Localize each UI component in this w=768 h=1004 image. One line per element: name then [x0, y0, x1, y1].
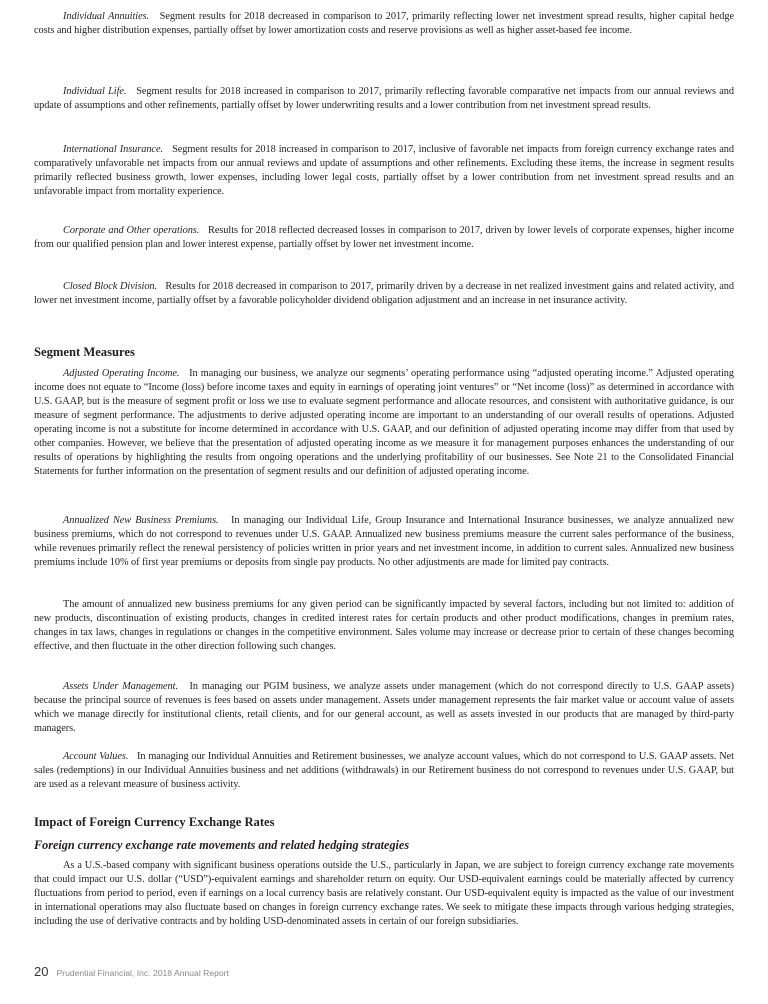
paragraph-text: As a U.S.-based company with significant business operations outside the U.S., particularly in Japan, we are subject to foreign currency exchange rate movements that could impact our U.S. dollar (“USD”)-equivalent earnings and shareholder return on equity. Our USD-equivalent earnings could be materially affected by currency fluctuations from period to period, even if earnings on a local currency basis are relatively constant. Our USD-equivalent equity is impacted as the value of our investment in international operations may also fluctuate based on changes in foreign currency exchange rates. We seek to mitigate these impacts through various hedging strategies, including the use of derivative contracts and by holding USD-denominated assets in certain of our foreign subsidiaries.: [34, 860, 734, 927]
paragraph-account-values: [34, 750, 734, 792]
page-footer: [34, 964, 229, 979]
paragraph-text: In managing our business, we analyze our segments’ operating performance using “adjusted operating income.” Adjusted operating income does not equate to “Income (loss) before income taxes and equity in earnings of operating joint ventures” or “Net income (loss)” as determined in accordance with U.S. GAAP, but is the measure of segment profit or loss we use to evaluate segment performance and allocate resources, and consistent with authoritative guidance, is our measure of segment performance. The adjustments to derive adjusted operating income are important to an understanding of our overall results of operations. Adjusted operating income is not a substitute for income determined in accordance with U.S. GAAP, and our definition of adjusted operating income may differ from that used by other companies. However, we believe that the presentation of adjusted operating income as we measure it for management purposes enhances the understanding of our results of operations by highlighting the results from ongoing operations and the underlying profitability of our businesses. See Note 21 to the Consolidated Financial Statements for further information on the presentation of segment results and our definition of adjusted operating income.: [34, 368, 735, 477]
paragraph-lead: Closed Block Division.: [63, 281, 158, 292]
paragraph-text: Segment results for 2018 increased in comparison to 2017, inclusive of favorable net impacts from foreign currency exchange rates and comparatively unfavorable net impacts from our annual reviews and update of assumptions and other refinements. Excluding these items, the increase in segment results primarily reflected business growth, lower expenses, including lower legal costs, partially offset by a lower contribution from net investment spread results and an unfavorable impact from mortality experience.: [34, 144, 734, 197]
paragraph-fx-hedging: [34, 859, 734, 929]
paragraph-lead: International Insurance.: [63, 144, 163, 155]
paragraph-lead: Individual Life.: [63, 86, 127, 97]
paragraph-individual-annuities: [34, 10, 734, 38]
paragraph-text: The amount of annualized new business premiums for any given period can be significantly impacted by several factors, including but not limited to: addition of new products, discontinuation of existing products, changes in credited interest rates for certain products and other product modifications, changes in premium rates, changes in tax laws, changes in regulations or changes in the competitive environment. Sales volume may increase or decrease prior to certain of these changes becoming effective, and then fluctuate in the other direction following such changes.: [34, 599, 734, 652]
report-title: Prudential Financial, Inc. 2018 Annual Report: [56, 968, 229, 978]
paragraph-adjusted-operating-income: [34, 367, 734, 479]
paragraph-text: Segment results for 2018 decreased in comparison to 2017, primarily reflecting lower net investment spread results, higher capital hedge costs and higher distribution expenses, partially offset by lower amortization costs and reserve provisions as well as higher asset-based fee income.: [34, 11, 734, 36]
paragraph-annualized-new-business-premiums: [34, 514, 734, 570]
paragraph-corporate-and-other: [34, 224, 734, 252]
paragraph-lead: Adjusted Operating Income.: [63, 368, 180, 379]
paragraph-closed-block-division: [34, 280, 734, 308]
paragraph-lead: Annualized New Business Premiums.: [63, 515, 219, 526]
paragraph-international-insurance: [34, 143, 734, 199]
paragraph-text: Segment results for 2018 increased in comparison to 2017, primarily reflecting favorable comparative net impacts from our annual reviews and update of assumptions and other refinements, partially offset by lower underwriting results and a lower contribution from net investment spread results.: [34, 86, 734, 111]
paragraph-text: In managing our Individual Annuities and Retirement businesses, we analyze account values, which do not correspond to U.S. GAAP assets. Net sales (redemptions) in our Individual Annuities business and net additions (withdrawals) in our Retirement business do not correspond to revenues under U.S. GAAP, but are used as a relevant measure of business activity.: [34, 751, 734, 790]
paragraph-lead: Corporate and Other operations.: [63, 225, 200, 236]
paragraph-text: In managing our PGIM business, we analyze assets under management (which do not correspond directly to U.S. GAAP assets) because the principal source of revenues is fees based on assets under management. Assets under management represents the fair market value or account value of assets which we manage directly for institutional clients, retail clients, and for our general account, as well as assets invested in our products that are managed by third-party managers.: [34, 681, 734, 734]
section-heading-segment-measures: Segment Measures: [34, 345, 135, 359]
paragraph-lead: Assets Under Management.: [63, 681, 178, 692]
paragraph-individual-life: [34, 85, 734, 113]
subsection-heading-fx-hedging: Foreign currency exchange rate movements and related hedging strategies: [34, 838, 410, 852]
section-heading-fx-impact: Impact of Foreign Currency Exchange Rates: [34, 815, 275, 829]
page-number: 20: [34, 964, 49, 979]
paragraph-annualized-premiums-factors: [34, 598, 734, 654]
paragraph-text: Results for 2018 decreased in comparison to 2017, primarily driven by a decrease in net realized investment gains and related activity, and lower net investment income, partially offset by a favorable policyholder dividend obligation adjustment and an increase in net insurance activity.: [34, 281, 735, 306]
paragraph-lead: Account Values.: [63, 751, 129, 762]
paragraph-text: In managing our Individual Life, Group Insurance and International Insurance businesses, we analyze annualized new business premiums, which do not correspond to revenues under U.S. GAAP. Annualized new business premiums measure the current sales performance of the business, while revenues primarily reflect the renewal persistency of policies written in prior years and net investment income, in addition to current sales. Annualized new business premiums include 10% of first year premiums or deposits from single pay products. No other adjustments are made for limited pay contracts.: [34, 515, 735, 568]
paragraph-assets-under-management: [34, 680, 734, 736]
paragraph-lead: Individual Annuities.: [63, 11, 150, 22]
paragraph-text: Results for 2018 reflected decreased losses in comparison to 2017, driven by lower levels of corporate expenses, higher income from our qualified pension plan and lower interest expense, partially offset by lower net investment income.: [34, 225, 734, 250]
